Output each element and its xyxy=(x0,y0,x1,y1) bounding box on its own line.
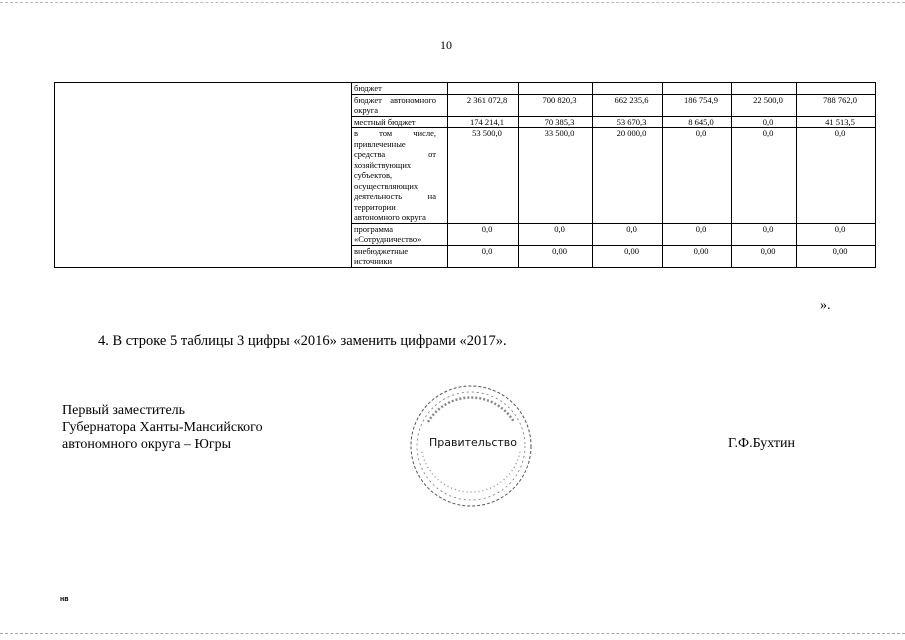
amendment-paragraph: 4. В строке 5 таблицы 3 цифры «2016» заменить цифрами «2017». xyxy=(98,333,507,349)
page-bottom-edge xyxy=(0,633,905,634)
table-cell: 22 500,0 xyxy=(732,94,797,116)
table-cell: 788 762,0 xyxy=(797,94,876,116)
table-cell xyxy=(732,83,797,95)
table-cell xyxy=(593,83,663,95)
executor-initials: нв xyxy=(60,596,69,603)
table-cell: 2 361 072,8 xyxy=(448,94,519,116)
table-cell: 700 820,3 xyxy=(519,94,593,116)
table-cell: 0,00 xyxy=(663,245,732,267)
row-label: бюджет автономного округа xyxy=(352,94,448,116)
table-cell xyxy=(663,83,732,95)
table-cell: 0,0 xyxy=(732,223,797,245)
table-cell: 20 000,0 xyxy=(593,128,663,224)
table-cell: 0,0 xyxy=(519,223,593,245)
signer-title-line: Первый заместитель xyxy=(62,403,186,418)
table-cell: 0,0 xyxy=(593,223,663,245)
page-top-edge xyxy=(0,2,905,3)
table-cell: 0,0 xyxy=(732,116,797,128)
table-cell: 0,0 xyxy=(448,223,519,245)
table-cell: 0,00 xyxy=(797,245,876,267)
table-blank-column xyxy=(55,83,352,268)
table-cell: 53 500,0 xyxy=(448,128,519,224)
table-cell: 0,0 xyxy=(797,223,876,245)
page-number: 10 xyxy=(440,38,452,52)
table-cell xyxy=(797,83,876,95)
table-cell: 8 645,0 xyxy=(663,116,732,128)
table-cell: 0,00 xyxy=(593,245,663,267)
table-cell: 0,0 xyxy=(797,128,876,224)
table-cell xyxy=(519,83,593,95)
table-cell: 33 500,0 xyxy=(519,128,593,224)
table-cell: 0,0 xyxy=(663,223,732,245)
table-cell: 0,0 xyxy=(663,128,732,224)
row-label: местный бюджет xyxy=(352,116,448,128)
row-label: в том числе, привлеченные средства от хозяйствующих субъектов, осуществляющих деятельность на территории автономного округа xyxy=(352,128,448,224)
table-cell: 0,00 xyxy=(732,245,797,267)
table-cell: 174 214,1 xyxy=(448,116,519,128)
table-cell: 70 385,3 xyxy=(519,116,593,128)
seal-text: Правительство xyxy=(429,436,517,449)
table-cell: 0,00 xyxy=(519,245,593,267)
table-cell: 0,0 xyxy=(448,245,519,267)
row-label: внебюджетные источники xyxy=(352,245,448,267)
row-label: бюджет xyxy=(352,83,448,95)
table-cell: 41 513,5 xyxy=(797,116,876,128)
table-row xyxy=(55,83,876,95)
table-cell xyxy=(448,83,519,95)
signer-title-line: автономного округа – Югры xyxy=(62,437,231,452)
signer-title xyxy=(62,402,263,453)
signer-name: Г.Ф.Бухтин xyxy=(728,436,796,451)
table-cell: 662 235,6 xyxy=(593,94,663,116)
row-label: программа «Сотрудничество» xyxy=(352,223,448,245)
table-cell: 0,0 xyxy=(732,128,797,224)
signer-title-line: Губернатора Ханты-Мансийского xyxy=(62,420,263,435)
closing-quote: ». xyxy=(820,298,831,313)
budget-table xyxy=(54,82,876,268)
table-cell: 186 754,9 xyxy=(663,94,732,116)
table-cell: 53 670,3 xyxy=(593,116,663,128)
